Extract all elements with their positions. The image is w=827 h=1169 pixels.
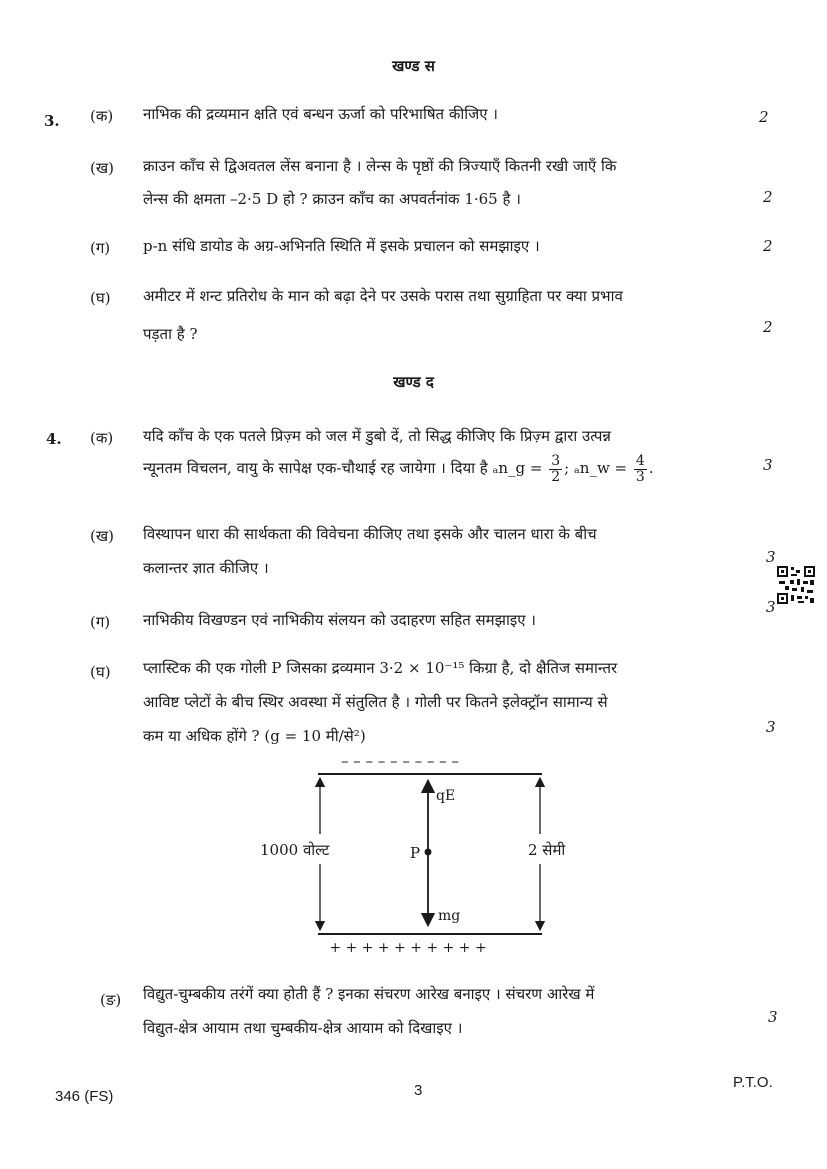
section-title-c: खण्ड स bbox=[392, 57, 435, 75]
q4a-sep: ; bbox=[564, 459, 570, 477]
q4a-label: (क) bbox=[90, 429, 114, 447]
question-number-3: 3. bbox=[44, 112, 60, 130]
q4d-line3: कम या अधिक होंगे ? (g = 10 मी/से²) bbox=[143, 727, 366, 745]
qr-code bbox=[776, 565, 816, 605]
q4c-label: (ग) bbox=[90, 613, 111, 631]
q4c-text: नाभिकीय विखण्डन एवं नाभिकीय संलयन को उदाहरण सहित समझाइए । bbox=[143, 611, 536, 629]
q4a-line2-row bbox=[143, 452, 743, 485]
q4a-marks: 3 bbox=[763, 456, 773, 474]
q4a-nw-label: ₐn_w = bbox=[574, 459, 628, 477]
q3b-label: (ख) bbox=[90, 159, 114, 177]
force-down-label: mg bbox=[438, 908, 461, 924]
q3a-text: नाभिक की द्रव्यमान क्षति एवं बन्धन ऊर्जा को परिभाषित कीजिए । bbox=[143, 105, 498, 123]
page-number: 3 bbox=[414, 1082, 423, 1099]
q3d-label: (घ) bbox=[90, 289, 111, 307]
q3c-label: (ग) bbox=[90, 239, 111, 257]
q4e-line2: विद्युत-क्षेत्र आयाम तथा चुम्बकीय-क्षेत्र आयाम को दिखाइए । bbox=[143, 1019, 463, 1037]
point-label: P bbox=[410, 844, 421, 862]
distance-label: 2 सेमी bbox=[528, 841, 566, 859]
q3b-line2: लेन्स की क्षमता –2·5 D हो ? क्राउन काँच का अपवर्तनांक 1·65 है । bbox=[143, 190, 521, 208]
q4a-nw-fraction bbox=[634, 454, 647, 485]
q4a-line2: न्यूनतम विचलन, वायु के सापेक्ष एक-चौथाई रह जायेगा । दिया है bbox=[143, 459, 488, 477]
force-up-label: qE bbox=[436, 788, 456, 804]
q4c-marks: 3 bbox=[766, 598, 776, 616]
q4e-label: (ङ) bbox=[100, 991, 122, 1009]
bottom-plate-charges: + + + + + + + + + + bbox=[329, 940, 487, 956]
question-number-4: 4. bbox=[46, 430, 62, 448]
q4d-label: (घ) bbox=[90, 663, 111, 681]
q3d-marks: 2 bbox=[763, 318, 773, 336]
q4d-marks: 3 bbox=[766, 718, 776, 736]
q4b-line2: कलान्तर ज्ञात कीजिए । bbox=[143, 559, 269, 577]
q4d-line2: आविष्ट प्लेटों के बीच स्थिर अवस्था में संतुलित है । गोली पर कितने इलेक्ट्रॉन सामान्य से bbox=[143, 693, 608, 711]
top-plate-charges: – – – – – – – – – – bbox=[341, 752, 459, 770]
q3c-marks: 2 bbox=[763, 237, 773, 255]
q3d-line1: अमीटर में शन्ट प्रतिरोध के मान को बढ़ा देने पर उसके परास तथा सुग्राहिता पर क्या प्रभाव bbox=[143, 287, 623, 305]
q3a-label: (क) bbox=[90, 107, 114, 125]
q4a-end: . bbox=[648, 459, 654, 477]
q4b-line1: विस्थापन धारा की सार्थकता की विवेचना कीजिए तथा इसके और चालन धारा के बीच bbox=[143, 525, 597, 543]
voltage-label: 1000 वोल्ट bbox=[260, 841, 330, 859]
q3b-line1: क्राउन काँच से द्विअवतल लेंस बनाना है । लेन्स के पृष्ठों की त्रिज्याएँ कितनी रखी जाएँ कि bbox=[143, 157, 617, 175]
particle-p bbox=[425, 849, 432, 856]
q4a-nw-num: 4 bbox=[635, 452, 645, 469]
q3b-marks: 2 bbox=[763, 188, 773, 206]
q4e-line1: विद्युत-चुम्बकीय तरंगें क्या होती हैं ? इनका संचरण आरेख बनाइए । संचरण आरेख में bbox=[143, 985, 595, 1003]
q4d-line1: प्लास्टिक की एक गोली P जिसका द्रव्यमान 3·2 × 10⁻¹⁵ किग्रा है, दो क्षैतिज समान्तर bbox=[143, 659, 618, 677]
paper-code: 346 (FS) bbox=[55, 1088, 114, 1105]
q4b-label: (ख) bbox=[90, 527, 114, 545]
q4a-ng-label: ₐn_g = bbox=[492, 459, 543, 477]
q4a-ng-fraction bbox=[549, 454, 562, 485]
parallel-plate-diagram bbox=[250, 752, 590, 962]
q4a-ng-num: 3 bbox=[551, 452, 561, 469]
q3a-marks: 2 bbox=[759, 108, 769, 126]
section-title-d: खण्ड द bbox=[393, 373, 434, 391]
q3c-text: p-n संधि डायोड के अग्र-अभिनति स्थिति में इसके प्रचालन को समझाइए । bbox=[143, 237, 540, 255]
q4a-line1: यदि काँच के एक पतले प्रिज़्म को जल में डुबो दें, तो सिद्ध कीजिए कि प्रिज़्म द्वारा उत्पन्न bbox=[143, 427, 611, 445]
q4b-marks: 3 bbox=[766, 548, 776, 566]
q3d-line2: पड़ता है ? bbox=[143, 325, 198, 343]
pto-label: P.T.O. bbox=[733, 1074, 773, 1091]
q4a-nw-den: 3 bbox=[635, 468, 645, 485]
q4a-ng-den: 2 bbox=[551, 468, 561, 485]
q4e-marks: 3 bbox=[768, 1008, 778, 1026]
